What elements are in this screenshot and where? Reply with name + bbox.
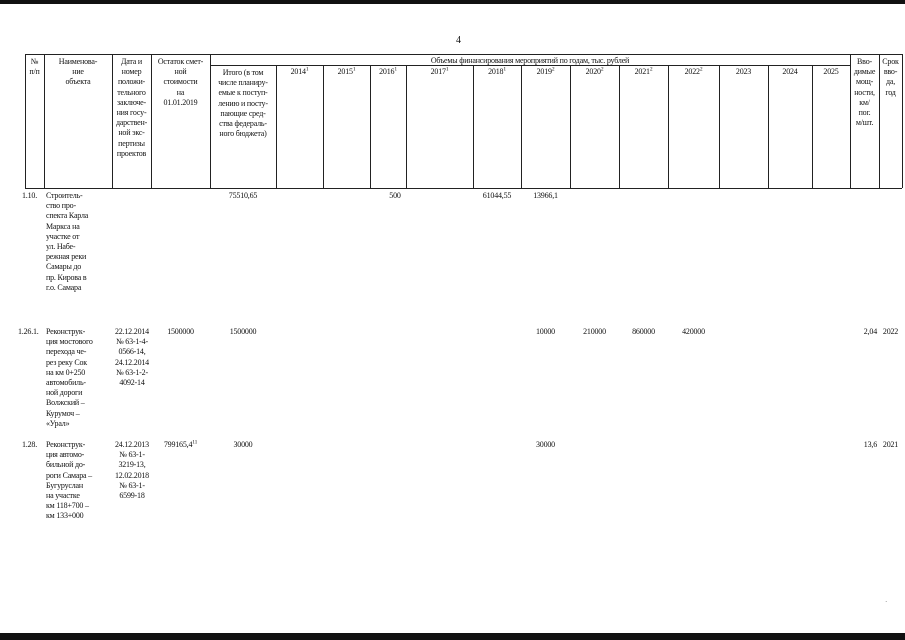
bottom-border	[0, 633, 905, 640]
col-line	[619, 65, 620, 188]
header-name: Наименова- ние объекта	[58, 57, 98, 87]
col-line	[902, 54, 903, 188]
header-year-2015	[323, 67, 370, 77]
year-label: 2023	[735, 67, 752, 76]
year-label: 2016	[379, 67, 395, 76]
header-year-2023	[719, 67, 768, 77]
row-num: 1.10.	[22, 191, 38, 200]
year-footnote: 1	[445, 66, 449, 73]
col-line	[370, 65, 371, 188]
year-footnote: 2	[600, 66, 604, 73]
header-year-2021	[619, 67, 668, 77]
row-term: 2021	[882, 440, 899, 449]
row-object-name: Реконструк- ция мостового перехода че- рез реку Сок на км 0+250 автомобиль- ной дороги Волжский – Курумоч – «Урал»	[46, 327, 93, 428]
col-line	[473, 65, 474, 188]
row-value-2016: 500	[389, 191, 401, 200]
col-line	[570, 65, 571, 188]
header-term: Срок вво- да, год	[882, 57, 899, 97]
header-remainder: Остаток смет- ной стоимости на 01.01.2019	[157, 57, 204, 107]
row-value-2021: 860000	[632, 327, 655, 336]
remainder-footnote: 11	[192, 439, 198, 446]
row-capacity: 2,04	[863, 327, 877, 336]
year-label: 2014	[290, 67, 306, 76]
row-total: 30000	[233, 440, 253, 449]
row-value-2019: 10000	[535, 327, 555, 336]
header-year-2019	[521, 67, 570, 77]
year-label: 2022	[684, 67, 700, 76]
row-total: 1500000	[229, 327, 257, 336]
header-expertise-date: Дата и номер положи- тельного заключе- ния госу- дарствен- ной экс- пертизы проектов	[115, 57, 148, 158]
page-number: 4	[456, 35, 461, 46]
table-top-line	[25, 54, 902, 55]
col-line	[406, 65, 407, 188]
header-funding-group: Объемы финансирования мероприятий по годам, тыс. рублей	[430, 56, 630, 65]
header-year-2020	[570, 67, 619, 77]
row-remainder	[151, 440, 210, 450]
row-expertise-date: 24.12.2013 № 63-1- 3219-13, 12.02.2018 № 63-1- 6599-18	[114, 440, 149, 501]
header-year-2017	[406, 67, 473, 77]
row-object-name: Реконструк- ция автомо- бильной до- роги Самара – Бугуруслан на участке км 118+700 – км 133+000	[46, 440, 92, 521]
col-line	[323, 65, 324, 188]
header-total: Итого (в том числе планиру- емые к поступ- лению и посту- пающие сред- ства федераль- ного бюджета)	[218, 68, 268, 139]
row-value-2020: 210000	[583, 327, 606, 336]
row-term: 2022	[882, 327, 899, 336]
row-num: 1.28.	[22, 440, 38, 449]
header-year-2014	[276, 67, 323, 77]
row-value-2018: 61044,55	[482, 191, 512, 200]
header-year-2022	[668, 67, 719, 77]
row-remainder: 1500000	[167, 327, 194, 336]
year-footnote: 2	[551, 66, 555, 73]
year-footnote: 2	[649, 66, 653, 73]
row-value-2019: 30000	[535, 440, 555, 449]
header-capacity: Вво- димые мощ- ности, км/ пог. м/шт.	[853, 57, 876, 128]
remainder-value: 799165,4	[163, 440, 193, 449]
year-footnote: 1	[503, 66, 506, 73]
header-year-2025	[812, 67, 850, 77]
year-footnote: 2	[699, 66, 703, 73]
col-line	[768, 65, 769, 188]
year-label: 2025	[823, 67, 839, 76]
row-capacity: 13,6	[863, 440, 877, 449]
row-value-2022: 420000	[682, 327, 705, 336]
year-label: 2020	[585, 67, 601, 76]
header-year-2024	[768, 67, 812, 77]
scan-speck: ·	[885, 598, 888, 606]
year-label: 2024	[782, 67, 798, 76]
col-line	[521, 65, 522, 188]
row-total: 75510,65	[228, 191, 258, 200]
col-line	[668, 65, 669, 188]
year-label: 2021	[634, 67, 650, 76]
col-line	[276, 65, 277, 188]
row-num: 1.26.1.	[18, 327, 39, 336]
header-num: № п/п	[29, 57, 40, 77]
row-object-name: Строитель- ство про- спекта Карла Маркса на участке от ул. Набе- режная реки Самары до пр. Кирова в г.о. Самара	[46, 191, 89, 292]
row-value-2019: 13966,1	[533, 191, 558, 200]
header-bottom-line	[25, 188, 902, 189]
header-year-2018	[473, 67, 521, 77]
year-footnote: 1	[394, 66, 397, 73]
year-footnote: 1	[352, 66, 356, 73]
year-label: 2019	[536, 67, 552, 76]
row-expertise-date: 22.12.2014 № 63-1-4- 0566-14, 24.12.2014 № 63-1-2- 4092-14	[114, 327, 149, 388]
col-line	[719, 65, 720, 188]
year-label: 2015	[337, 67, 353, 76]
year-footnote: 1	[305, 66, 309, 73]
year-label: 2018	[488, 67, 504, 76]
header-year-2016	[370, 67, 406, 77]
col-line	[812, 65, 813, 188]
year-label: 2017	[430, 67, 446, 76]
